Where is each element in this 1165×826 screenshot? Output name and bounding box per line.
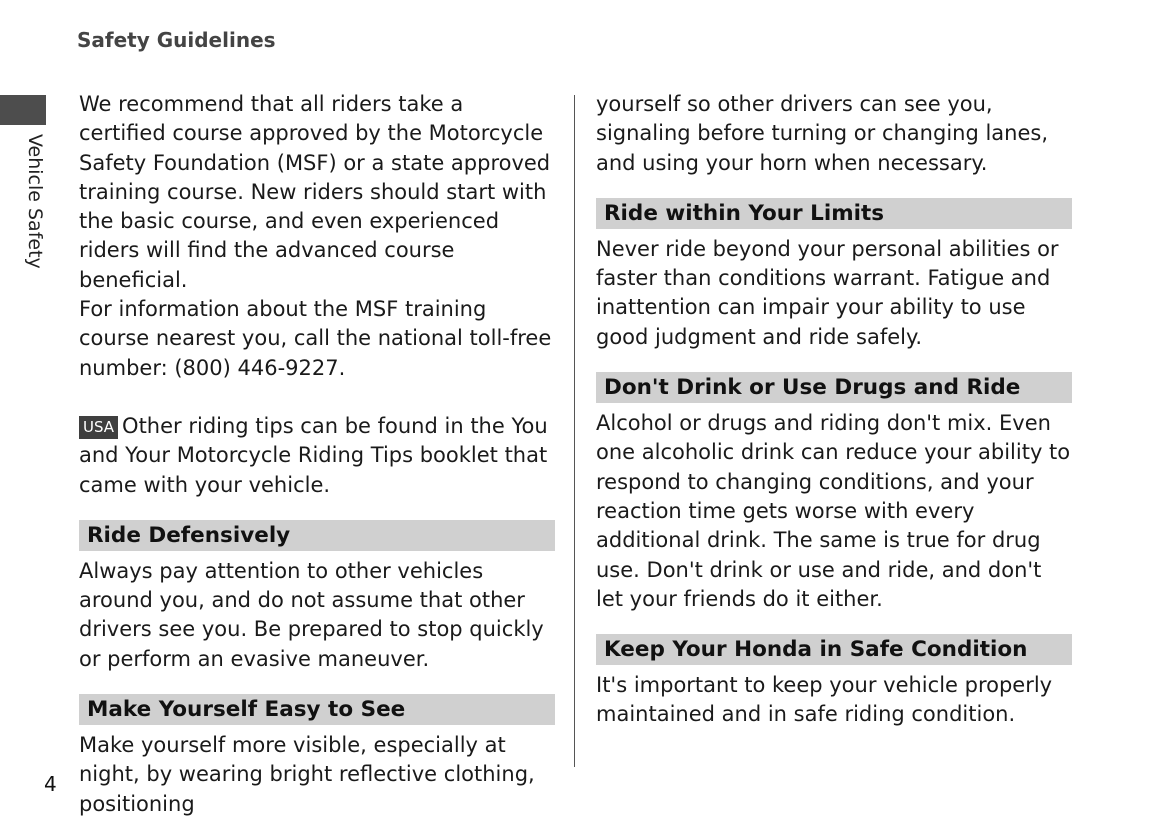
left-column: [79, 90, 555, 819]
section-body: Alcohol or drugs and riding don't mix. Even one alcoholic drink can reduce your ability to respond to changing conditions, and your reaction time gets worse with every additional drink. The same is true for drug use. Don't drink or use and ride, and don't let your friends do it either.: [596, 411, 1071, 611]
usa-note: [79, 412, 555, 500]
section-heading: Don't Drink or Use Drugs and Ride: [596, 372, 1072, 403]
section-heading: Ride within Your Limits: [596, 198, 1072, 229]
section-heading: Keep Your Honda in Safe Condition: [596, 634, 1072, 665]
header-title: Safety Guidelines: [77, 28, 276, 52]
section-make-yourself-easy-to-see: [79, 694, 555, 819]
page-number: 4: [44, 772, 57, 796]
continued-paragraph: yourself so other drivers can see you, signaling before turning or changing lanes, and using your horn when necessary.: [596, 92, 1049, 175]
usa-badge: USA: [79, 416, 118, 439]
section-body: Make yourself more visible, especially at night, by wearing bright reflective clothing, positioning: [79, 733, 535, 816]
section-body: Always pay attention to other vehicles around you, and do not assume that other drivers see you. Be prepared to stop quickly or perform an evasive maneuver.: [79, 558, 544, 671]
msf-info-paragraph: For information about the MSF training course nearest you, call the national toll-free number: (800) 446-9227.: [79, 297, 552, 380]
section-heading: Ride Defensively: [79, 520, 555, 551]
section-heading: Make Yourself Easy to See: [79, 694, 555, 725]
usa-note-text: Other riding tips can be found in the You and Your Motorcycle Riding Tips booklet that came with your vehicle.: [79, 413, 548, 497]
section-ride-defensively: [79, 520, 555, 674]
section-body: Never ride beyond your personal abilities or faster than conditions warrant. Fatigue and inattention can impair your ability to use good judgment and ride safely.: [596, 236, 1059, 349]
column-divider: [574, 95, 575, 767]
spacer: [79, 383, 555, 412]
intro-paragraph: We recommend that all riders take a certified course approved by the Motorcycle Safety Foundation (MSF) or a state approved training course. New riders should start with the basic course, and even experienced riders will find the advanced course beneficial.: [79, 92, 551, 292]
right-column: [596, 90, 1072, 730]
section-keep-honda-safe: [596, 634, 1072, 730]
section-ride-within-limits: [596, 198, 1072, 352]
side-tab-label: Vehicle Safety: [24, 134, 46, 269]
section-body: It's important to keep your vehicle properly maintained and in safe riding condition.: [596, 673, 1053, 727]
section-dont-drink-or-use-drugs: [596, 372, 1072, 614]
side-tab-block: [0, 95, 46, 125]
